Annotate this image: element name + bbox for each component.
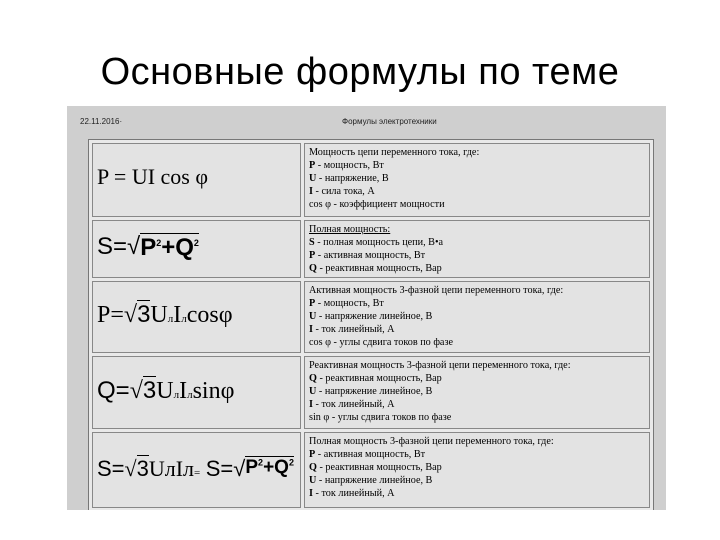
symbol: U [309,173,317,184]
symbol: Q [309,373,317,384]
plus-sign: + [263,457,275,478]
sqrt-icon: √ [127,233,141,260]
description-text: - реактивная мощность, Вар [316,373,442,384]
description-text: - активная мощность, Вт [315,250,426,261]
description-text: - полная мощность цепи, В•а [314,237,444,248]
description-text: - напряжение линейное, В [316,311,433,322]
scan-date: 22.11.2016· [80,117,123,126]
formula-u: U [156,378,174,404]
formula-lhs-2: S= [205,456,234,481]
description-text: - напряжение линейное, В [316,475,433,486]
sqrt-radicand [140,233,199,262]
description-line [309,323,645,336]
symbol: I [309,324,313,335]
table-row [92,281,650,353]
description-text: - реактивная мощность, Вар [316,263,442,274]
scanned-formula-table-image [67,106,666,510]
subscript: л [181,313,187,325]
subscript: л [173,389,180,401]
description-line [309,461,645,474]
radicand-q: Q [175,234,194,261]
formula-active-power-3phase [97,300,233,329]
radicand-p: P [140,234,157,261]
formula-lhs: P= [97,302,124,328]
sqrt-radicand: 3 [137,301,151,328]
sqrt-radicand: 3 [142,377,157,404]
subscript: л [167,313,174,325]
radicand-q: Q [274,457,289,478]
formula-lhs: S= [97,233,128,260]
description-cell [304,143,650,217]
formula-cell [92,281,301,353]
description-title: Полная мощность: [309,224,391,235]
description-line [309,487,645,500]
symbol: S [309,237,315,248]
description-line [309,448,645,461]
description-cell [304,356,650,429]
description-line: Активная мощность 3-фазной цепи переменного тока, где: [309,285,564,296]
description-line [309,185,645,198]
formula-apparent-power-3phase [97,455,294,482]
formula-i: I [179,378,188,404]
exponent: 2 [193,238,199,248]
radicand-p: P [245,457,259,478]
exponent: 2 [288,457,294,468]
formula-apparent-power [97,233,199,262]
slide-title: Основные формулы по теме [100,51,620,93]
description-line [309,385,645,398]
description-text: - реактивная мощность, Вар [316,462,442,473]
formula-table [88,139,654,510]
description-line [309,372,645,385]
symbol: I [309,399,313,410]
description-line [309,172,645,185]
table-row [92,143,650,217]
sqrt-icon: √ [129,378,143,404]
formula-lhs: S= [97,456,125,481]
formula-lhs: Q= [97,377,130,404]
table-row [92,356,650,429]
description-cell [304,281,650,353]
formula-ui: UлIл [148,456,195,481]
description-line [309,297,645,310]
description-line [309,262,645,275]
description-text: - ток линейный, А [312,324,395,335]
symbol: Q [309,462,317,473]
description-text: - сила тока, А [312,186,375,197]
symbol: P [309,298,316,309]
description-text: - ток линейный, А [312,399,395,410]
description-line: Полная мощность 3-фазной цепи переменного тока, где: [309,436,554,447]
symbol: U [309,311,317,322]
formula-reactive-power-3phase [97,376,234,405]
symbol: U [309,475,317,486]
description-line: cos φ - углы сдвига токов по фазе [309,337,453,348]
scan-header: Формулы электротехники [342,117,437,126]
symbol: P [309,160,316,171]
exponent: 2 [156,238,162,248]
description-line [309,398,645,411]
description-line [309,236,645,249]
description-cell [304,432,650,508]
description-cell [304,220,650,278]
exponent: 2 [258,457,264,468]
symbol: I [309,186,313,197]
table-row [92,432,650,508]
sqrt-icon: √ [123,302,138,328]
description-line: Реактивная мощность 3-фазной цепи переменного тока, где: [309,360,571,371]
subscript: л [187,389,193,401]
sqrt-radicand: 3 [136,456,149,481]
sqrt-icon: √ [124,456,137,481]
symbol: P [309,250,316,261]
plus-sign: + [161,234,176,261]
description-text: - напряжение, В [316,173,389,184]
symbol: Q [309,263,317,274]
formula-i: I [173,302,182,328]
description-line: sin φ - углы сдвига токов по фазе [309,412,452,423]
description-line [309,474,645,487]
sqrt-radicand [245,456,294,479]
symbol: P [309,449,316,460]
symbol: I [309,488,313,499]
description-line: Мощность цепи переменного тока, где: [309,147,480,158]
sqrt-expression [233,456,294,482]
description-line [309,159,645,172]
description-text: - ток линейный, А [312,488,395,499]
description-line: cos φ - коэффициент мощности [309,199,445,210]
description-text: - активная мощность, Вт [315,449,426,460]
sqrt-icon: √ [233,456,246,481]
formula-cell [92,356,301,429]
formula-trig: cosφ [186,302,233,328]
description-text: - мощность, Вт [315,298,384,309]
sqrt-expression [127,233,199,262]
description-line [309,310,645,323]
description-line [309,249,645,262]
formula-cell [92,220,301,278]
formula-power: P = UI cos φ [97,164,209,189]
formula-u: U [150,302,168,328]
formula-cell [92,432,301,508]
table-row [92,220,650,278]
symbol: U [309,386,317,397]
formula-cell [92,143,301,217]
formula-trig: sinφ [192,378,235,404]
description-text: - напряжение линейное, В [316,386,433,397]
equals-sign: = [194,467,201,479]
description-text: - мощность, Вт [315,160,384,171]
